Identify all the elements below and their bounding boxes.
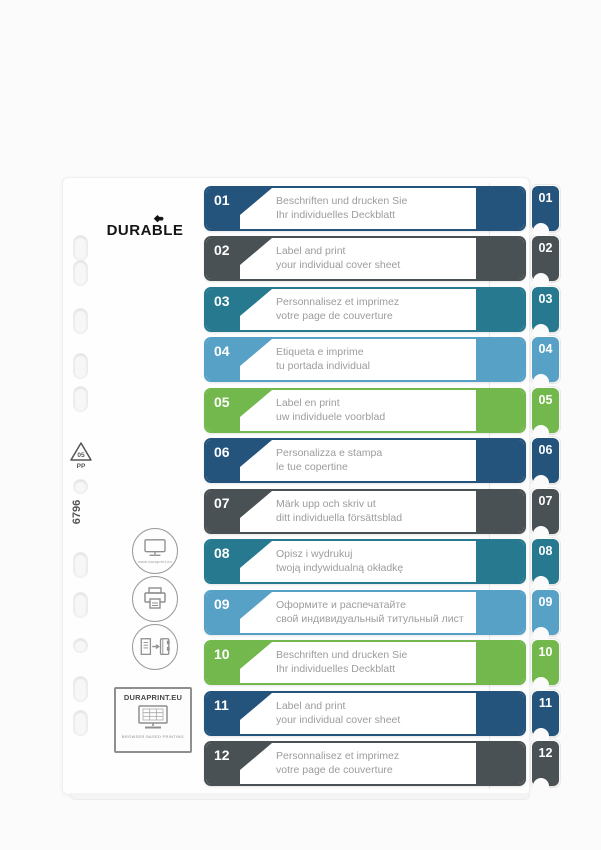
cover-row-bar — [204, 186, 526, 231]
row-number: 08 — [214, 545, 230, 561]
row-color-fill — [476, 188, 524, 229]
row-line1: Etiqueta e imprime — [276, 346, 364, 358]
row-number: 11 — [214, 697, 229, 713]
row-line1: Label and print — [276, 245, 346, 257]
row-line2: twoją indywidualną okładkę — [276, 561, 404, 574]
tab-number: 02 — [538, 241, 553, 255]
row-number: 01 — [214, 192, 230, 208]
row-line1: Personnalisez et imprimez — [276, 750, 400, 762]
cover-row-bar — [204, 388, 526, 433]
cover-row-bar — [204, 691, 526, 736]
row-line2: votre page de couverture — [276, 309, 393, 322]
tab-number: 01 — [538, 191, 553, 205]
row-line1: Opisz i wydrukuj — [276, 548, 353, 560]
row-line1: Beschriften und drucken Sie — [276, 195, 408, 207]
cover-row-bar — [204, 590, 526, 635]
index-row-12 — [0, 741, 601, 787]
row-description — [276, 346, 370, 373]
index-row-08 — [0, 539, 601, 585]
row-color-fill — [476, 390, 524, 431]
index-tab — [532, 236, 559, 281]
row-description — [276, 548, 403, 575]
index-row-09 — [0, 590, 601, 636]
row-number: 05 — [214, 394, 230, 410]
cover-row-bar — [204, 236, 526, 281]
cover-row-bar — [204, 489, 526, 534]
index-tab — [532, 438, 559, 483]
row-color-fill — [476, 592, 524, 633]
row-line2: Ihr individuelles Deckblatt — [276, 662, 396, 675]
row-line2: your individual cover sheet — [276, 258, 401, 271]
index-tab — [532, 539, 559, 584]
row-color-fill — [476, 238, 524, 279]
cover-row-bar — [204, 640, 526, 685]
row-number: 04 — [214, 343, 230, 359]
row-line2: your individual cover sheet — [276, 713, 401, 726]
row-line2: tu portada individual — [276, 359, 370, 372]
index-row-06 — [0, 438, 601, 484]
row-description — [276, 649, 407, 676]
tab-number: 11 — [538, 696, 553, 710]
row-description — [276, 700, 400, 727]
index-tab — [532, 741, 559, 786]
tab-number: 10 — [538, 645, 553, 659]
row-line2: votre page de couverture — [276, 763, 393, 776]
index-tab — [532, 388, 559, 433]
row-color-fill — [476, 440, 524, 481]
row-line2: ditt individuella försättsblad — [276, 511, 403, 524]
row-color-fill — [476, 642, 524, 683]
index-tab — [532, 691, 559, 736]
index-row-05 — [0, 388, 601, 434]
index-row-01 — [0, 186, 601, 232]
row-number: 02 — [214, 242, 230, 258]
tab-number: 03 — [538, 292, 553, 306]
index-tab — [532, 337, 559, 382]
index-row-03 — [0, 287, 601, 333]
durable-logo-icon: ◆››› — [154, 213, 162, 223]
row-description — [276, 245, 400, 272]
index-tab — [532, 287, 559, 332]
index-row-04 — [0, 337, 601, 383]
tab-number: 06 — [538, 443, 553, 457]
row-description — [276, 397, 385, 424]
row-line1: Beschriften und drucken Sie — [276, 649, 408, 661]
index-tab — [532, 640, 559, 685]
index-tab — [532, 489, 559, 534]
row-line1: Märk upp och skriv ut — [276, 498, 376, 510]
row-color-fill — [476, 289, 524, 330]
monitor-caption: www.duraprint.eu — [137, 559, 173, 564]
row-line2: le tue copertine — [276, 460, 348, 473]
item-number: 6796 — [71, 499, 83, 525]
brand-name: DURABLE — [106, 222, 184, 239]
row-number: 10 — [214, 646, 230, 662]
row-description — [276, 195, 407, 222]
tab-number: 09 — [538, 595, 553, 609]
svg-text:PP: PP — [76, 463, 86, 470]
index-row-07 — [0, 489, 601, 535]
tab-number: 12 — [538, 746, 553, 760]
tab-number: 08 — [538, 544, 553, 558]
row-description — [276, 750, 399, 777]
row-color-fill — [476, 491, 524, 532]
row-number: 03 — [214, 293, 230, 309]
cover-row-bar — [204, 741, 526, 786]
row-color-fill — [476, 339, 524, 380]
row-description — [276, 447, 382, 474]
index-tab — [532, 590, 559, 635]
row-number: 09 — [214, 596, 230, 612]
row-description — [276, 498, 402, 525]
cover-row-bar — [204, 539, 526, 584]
row-description — [276, 599, 464, 626]
row-number: 07 — [214, 495, 230, 511]
index-row-02 — [0, 236, 601, 282]
tab-number: 05 — [538, 393, 553, 407]
duraprint-subtitle: BROWSER BASED PRINTING — [121, 734, 185, 739]
cover-row-bar — [204, 438, 526, 483]
duraprint-title: DURAPRINT.EU — [123, 693, 183, 702]
row-line1: Label en print — [276, 397, 340, 409]
row-line1: Оформите и распечатайте — [276, 599, 406, 611]
cover-row-bar — [204, 287, 526, 332]
row-color-fill — [476, 743, 524, 784]
tab-number: 07 — [538, 494, 553, 508]
row-description — [276, 296, 399, 323]
row-line1: Personnalisez et imprimez — [276, 296, 400, 308]
cover-row-bar — [204, 337, 526, 382]
row-number: 12 — [214, 747, 230, 763]
sheet-stack-bottom-edge — [70, 793, 530, 800]
row-color-fill — [476, 693, 524, 734]
row-color-fill — [476, 541, 524, 582]
index-row-11 — [0, 691, 601, 737]
row-line2: uw individuele voorblad — [276, 410, 386, 423]
tab-number: 04 — [538, 342, 553, 356]
row-number: 06 — [214, 444, 230, 460]
row-line2: свой индивидуальный титульный лист — [276, 612, 464, 625]
index-row-10 — [0, 640, 601, 686]
row-line1: Personalizza e stampa — [276, 447, 383, 459]
row-line1: Label and print — [276, 700, 346, 712]
svg-text:05: 05 — [77, 452, 85, 459]
index-tab — [532, 186, 559, 231]
row-line2: Ihr individuelles Deckblatt — [276, 208, 396, 221]
